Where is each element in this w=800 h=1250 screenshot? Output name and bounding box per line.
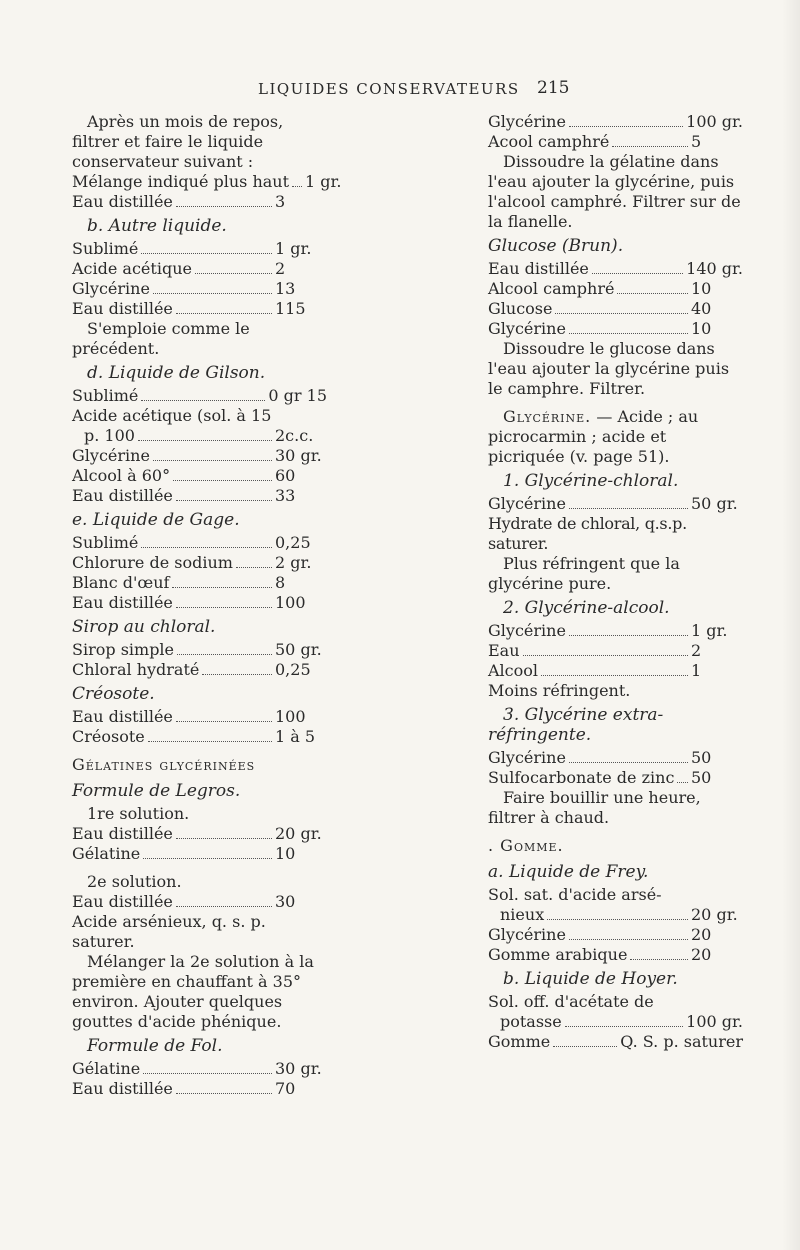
- ingredient-qty: 30 gr.: [275, 446, 322, 465]
- recipe-heading: b. Liquide de Hoyer.: [503, 969, 678, 989]
- ingredient-name: Glycérine: [72, 446, 150, 465]
- recipe-note: Dissoudre le glucose dans l'eau ajouter la glycérine puis le camphre. Filtrer.: [488, 339, 730, 398]
- ingredient-row: [488, 641, 743, 661]
- ingredient-name: Sublimé: [72, 239, 139, 258]
- ingredient-row: [488, 112, 743, 132]
- ingredient-qty: 50 gr.: [275, 640, 322, 659]
- ingredient-row: [488, 925, 743, 945]
- ingredient-row: [72, 593, 327, 613]
- ingredient-name: Eau distillée: [488, 259, 589, 278]
- recipe-heading: b. Autre liquide.: [87, 216, 227, 236]
- ingredient-name: Blanc d'œuf: [72, 573, 170, 592]
- ingredient-qty: 140 gr.: [686, 259, 743, 278]
- ingredient-qty: 1: [691, 661, 702, 680]
- solution-label: 1re solution.: [87, 804, 190, 823]
- ingredient-row: [72, 172, 342, 192]
- ingredient-name: Créosote: [72, 727, 145, 746]
- recipe-heading: 3. Glycérine extra-réfringente.: [488, 705, 664, 745]
- ingredient-qty: 0,25: [275, 660, 311, 679]
- ingredient-name: Eau distillée: [72, 593, 173, 612]
- ingredient-qty: 10: [691, 279, 712, 298]
- ingredient-name: Eau distillée: [72, 486, 173, 505]
- ingredient-name: Eau distillée: [72, 1079, 173, 1098]
- ingredient-name: Sirop simple: [72, 640, 175, 659]
- ingredient-row: [72, 192, 327, 212]
- recipe-note: S'emploie comme le précédent.: [72, 319, 250, 358]
- recipe-note: Moins réfringent.: [488, 681, 631, 700]
- ingredient-qty: 100: [275, 707, 306, 726]
- ingredient-qty: 100 gr.: [686, 1012, 743, 1031]
- ingredient-row: [72, 707, 327, 727]
- ingredient-row: [72, 1059, 327, 1079]
- recipe-heading: Créosote.: [72, 684, 155, 704]
- ingredient-qty: 70: [275, 1079, 296, 1098]
- running-title: LIQUIDES CONSERVATEURS: [258, 80, 520, 98]
- recipe-heading: Glucose (Brun).: [488, 236, 624, 256]
- ingredient-row: [488, 905, 743, 925]
- recipe-heading: 1. Glycérine-chloral.: [503, 471, 679, 491]
- ingredient-line: Acide acétique (sol. à 15: [72, 406, 272, 425]
- ingredient-row: [488, 494, 743, 514]
- ingredient-qty: 20: [691, 925, 712, 944]
- ingredient-name: p. 100: [84, 426, 135, 445]
- recipe-heading: Formule de Fol.: [87, 1036, 223, 1056]
- ingredient-row: [488, 621, 743, 641]
- ingredient-qty: 0 gr 15: [268, 386, 327, 405]
- ingredient-qty: 40: [691, 299, 712, 318]
- ingredient-qty: 8: [275, 573, 286, 592]
- ingredient-name: Glycérine: [488, 494, 566, 513]
- ingredient-qty: 20 gr.: [275, 824, 322, 843]
- intro-paragraph: Après un mois de repos, filtrer et faire le liquide conservateur suivant :: [72, 112, 284, 171]
- ingredient-line: Acide arsénieux, q. s. p. saturer.: [72, 912, 266, 951]
- ingredient-line: Hydrate de chloral, q.s.p. saturer.: [488, 514, 687, 553]
- ingredient-qty: 2c.c.: [275, 426, 314, 445]
- ingredient-name: Acide acétique: [72, 259, 192, 278]
- recipe-heading: a. Liquide de Frey.: [488, 862, 649, 882]
- ingredient-qty: 100 gr.: [686, 112, 743, 131]
- ingredient-name: Eau: [488, 641, 520, 660]
- ingredient-name: Eau distillée: [72, 892, 173, 911]
- ingredient-qty: 100: [275, 593, 306, 612]
- ingredient-row: [488, 768, 743, 788]
- ingredient-qty: 20: [691, 945, 712, 964]
- ingredient-qty: 115: [275, 299, 306, 318]
- ingredient-row: [488, 259, 743, 279]
- ingredient-qty: 50: [691, 748, 712, 767]
- ingredient-row: [488, 945, 743, 965]
- ingredient-row: [72, 426, 327, 446]
- ingredient-name: Glucose: [488, 299, 553, 318]
- ingredient-qty: 5: [691, 132, 702, 151]
- ingredient-name: Glycérine: [72, 279, 150, 298]
- ingredient-qty: 20 gr.: [691, 905, 738, 924]
- ingredient-name: Mélange indiqué plus haut: [72, 172, 290, 191]
- ingredient-name: Glycérine: [488, 112, 566, 131]
- ingredient-qty: 30 gr.: [275, 1059, 322, 1078]
- ingredient-qty: 10: [691, 319, 712, 338]
- recipe-heading: Sirop au chloral.: [72, 617, 216, 637]
- ingredient-name: Eau distillée: [72, 192, 173, 211]
- ingredient-name: Alcool à 60°: [72, 466, 171, 485]
- ingredient-name: Eau distillée: [72, 707, 173, 726]
- ingredient-name: Glycérine: [488, 748, 566, 767]
- running-header: [0, 80, 800, 108]
- ingredient-qty: 2: [275, 259, 286, 278]
- ingredient-name: Sublimé: [72, 386, 139, 405]
- ingredient-name: Glycérine: [488, 925, 566, 944]
- ingredient-qty: 1 gr.: [275, 239, 312, 258]
- ingredient-row: [488, 279, 743, 299]
- ingredient-name: Sulfocarbonate de zinc: [488, 768, 675, 787]
- ingredient-qty: Q. S. p. saturer: [620, 1032, 743, 1051]
- ingredient-qty: 3: [275, 192, 286, 211]
- solution-label: 2e solution.: [87, 872, 182, 891]
- ingredient-row: [72, 640, 327, 660]
- ingredient-name: Eau distillée: [72, 824, 173, 843]
- ingredient-row: [72, 279, 327, 299]
- ingredient-name: Gélatine: [72, 1059, 141, 1078]
- ingredient-row: [72, 386, 327, 406]
- glycerine-paragraph: [488, 407, 743, 467]
- ingredient-name: Gomme arabique: [488, 945, 628, 964]
- section-heading: Glycérine.: [503, 407, 592, 426]
- ingredient-row: [72, 824, 327, 844]
- ingredient-name: Eau distillée: [72, 299, 173, 318]
- ingredient-qty: 50: [691, 768, 712, 787]
- ingredient-name: Sublimé: [72, 533, 139, 552]
- ingredient-row: [72, 299, 327, 319]
- left-column: [72, 112, 342, 1099]
- ingredient-qty: 0,25: [275, 533, 311, 552]
- ingredient-name: Gomme: [488, 1032, 551, 1051]
- ingredient-row: [72, 727, 327, 747]
- ingredient-row: [72, 660, 327, 680]
- ingredient-row: [488, 661, 743, 681]
- ingredient-row: [72, 486, 327, 506]
- recipe-note: Plus réfringent que la glycérine pure.: [488, 554, 680, 593]
- right-column: [488, 112, 743, 1052]
- page-number: 215: [537, 78, 570, 98]
- ingredient-qty: 10: [275, 844, 296, 863]
- ingredient-row: [72, 533, 327, 553]
- ingredient-name: nieux: [500, 905, 545, 924]
- recipe-note: Dissoudre la gélatine dans l'eau ajouter la glycérine, puis l'alcool camphré. Filtrer sur de la flanelle.: [488, 152, 741, 231]
- ingredient-line: Sol. sat. d'acide arsé-: [488, 885, 662, 904]
- ingredient-name: Gélatine: [72, 844, 141, 863]
- recipe-note: Mélanger la 2e solution à la première en chauffant à 35° environ. Ajouter quelques gouttes d'acide phénique.: [72, 952, 314, 1031]
- ingredient-name: Alcool: [488, 661, 539, 680]
- ingredient-qty: 13: [275, 279, 296, 298]
- ingredient-name: Glycérine: [488, 319, 566, 338]
- ingredient-row: [72, 553, 327, 573]
- ingredient-row: [72, 259, 327, 279]
- ingredient-name: Chlorure de sodium: [72, 553, 233, 572]
- ingredient-name: Chloral hydraté: [72, 660, 200, 679]
- recipe-heading: Formule de Legros.: [72, 781, 241, 801]
- ingredient-row: [72, 1079, 327, 1099]
- ingredient-name: Alcool camphré: [488, 279, 615, 298]
- ingredient-row: [488, 1032, 743, 1052]
- ingredient-line: Sol. off. d'acétate de: [488, 992, 654, 1011]
- ingredient-qty: 2 gr.: [275, 553, 312, 572]
- ingredient-row: [72, 446, 327, 466]
- section-text: — Acide ; au picrocarmin ; acide et picriquée (v. page 51).: [488, 407, 699, 466]
- ingredient-row: [488, 299, 743, 319]
- ingredient-row: [72, 239, 327, 259]
- ingredient-qty: 1 gr.: [691, 621, 728, 640]
- ingredient-name: potasse: [500, 1012, 562, 1031]
- recipe-heading: d. Liquide de Gilson.: [87, 363, 266, 383]
- ingredient-qty: 50 gr.: [691, 494, 738, 513]
- recipe-heading: e. Liquide de Gage.: [72, 510, 240, 530]
- ingredient-qty: 60: [275, 466, 296, 485]
- ingredient-row: [488, 319, 743, 339]
- section-heading: Gélatines glycérinées: [72, 755, 256, 774]
- ingredient-name: Glycérine: [488, 621, 566, 640]
- ingredient-row: [72, 844, 327, 864]
- recipe-heading: 2. Glycérine-alcool.: [503, 598, 670, 618]
- ingredient-qty: 33: [275, 486, 296, 505]
- ingredient-qty: 30: [275, 892, 296, 911]
- ingredient-row: [72, 892, 327, 912]
- ingredient-row: [488, 1012, 743, 1032]
- ingredient-qty: 1 gr.: [305, 172, 342, 191]
- ingredient-name: Acool camphré: [488, 132, 610, 151]
- ingredient-row: [488, 132, 743, 152]
- recipe-note: Faire bouillir une heure, filtrer à chaud.: [488, 788, 701, 827]
- ingredient-row: [488, 748, 743, 768]
- ingredient-row: [72, 466, 327, 486]
- ingredient-row: [72, 573, 327, 593]
- page-edge-shadow: [782, 0, 800, 1250]
- ingredient-qty: 1 à 5: [275, 727, 316, 746]
- section-heading: . Gomme.: [488, 836, 564, 855]
- ingredient-qty: 2: [691, 641, 702, 660]
